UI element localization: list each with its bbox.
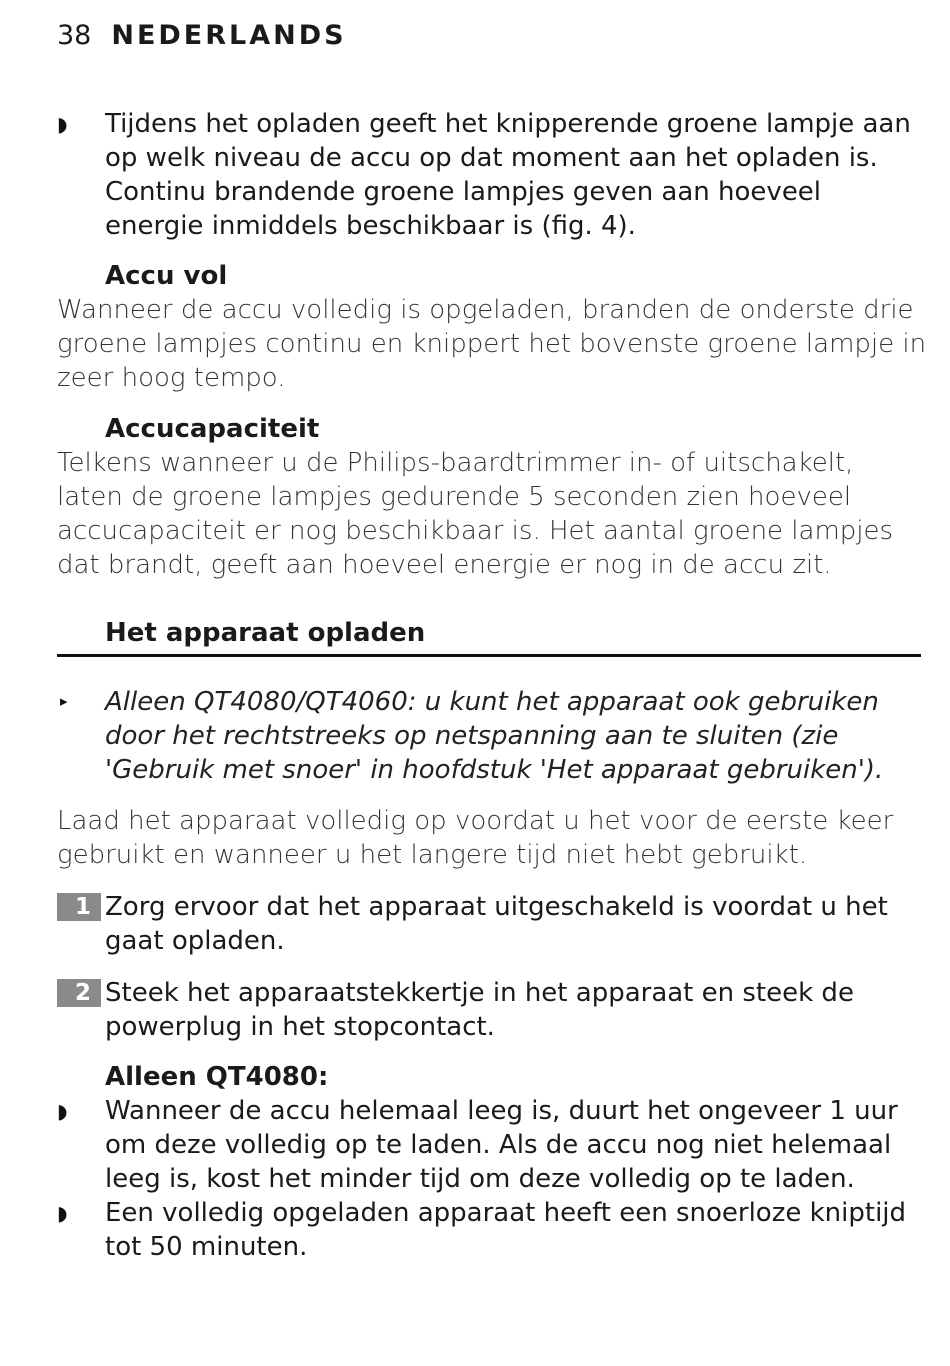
bullet-text: Wanneer de accu helemaal leeg is, duurt het ongeveer 1 uur om deze volledig op te laden. Als de accu nog niet helemaal leeg is, kost het minder tijd om deze volledig op te laden. xyxy=(105,1096,898,1194)
bullet-icon: ◗ xyxy=(57,112,68,136)
accu-vol-text: Wanneer de accu volledig is opgeladen, branden de onderste drie groene lampjes continu en knippert het bovenste groene lampje in zeer hoog tempo. xyxy=(57,295,927,393)
section-heading: Het apparaat opladen xyxy=(105,618,426,648)
section-paragraph: Laad het apparaat volledig op voordat u het voor de eerste keer gebruikt en wanneer u het langere tijd niet hebt gebruikt. xyxy=(57,806,894,870)
page-language-title: NEDERLANDS xyxy=(111,20,347,51)
section-divider xyxy=(57,654,921,657)
section-note: Alleen QT4080/QT4060: u kunt het apparaat ook gebruiken door het rechtstreeks op netspanning aan te sluiten (zie 'Gebruik met snoer' in hoofdstuk 'Het apparaat gebruiken'). xyxy=(105,687,884,785)
step-text: Steek het apparaatstekkertje in het apparaat en steek de powerplug in het stopcontact. xyxy=(105,978,854,1042)
step-text: Zorg ervoor dat het apparaat uitgeschakeld is voordat u het gaat opladen. xyxy=(105,892,888,956)
page-header xyxy=(57,18,347,54)
bullet-icon: ◗ xyxy=(57,1201,68,1225)
bullet-icon: ◗ xyxy=(57,1099,68,1123)
page-number: 38 xyxy=(57,20,92,51)
intro-bullet-text: Tijdens het opladen geeft het knipperende groene lampje aan op welk niveau de accu op dat moment aan het opladen is. Continu brandende groene lampjes geven aan hoeveel energie inmiddels beschikbaar is (fig. 4). xyxy=(105,109,911,241)
step-number-badge: 1 xyxy=(57,893,101,921)
bullet-text: Een volledig opgeladen apparaat heeft een snoerloze kniptijd tot 50 minuten. xyxy=(105,1198,907,1262)
step-number-badge: 2 xyxy=(57,979,101,1007)
accucapaciteit-text: Telkens wanneer u de Philips-baardtrimmer in- of uitschakelt, laten de groene lampjes gedurende 5 seconden zien hoeveel accucapaciteit er nog beschikbaar is. Het aantal groene lampjes dat brandt, geeft aan hoeveel energie er nog in de accu zit. xyxy=(57,448,894,580)
accucapaciteit-heading: Accucapaciteit xyxy=(105,414,320,444)
triangle-bullet-icon: ▸ xyxy=(60,692,68,710)
accu-vol-heading: Accu vol xyxy=(105,261,228,291)
model-subheading: Alleen QT4080: xyxy=(105,1062,329,1092)
